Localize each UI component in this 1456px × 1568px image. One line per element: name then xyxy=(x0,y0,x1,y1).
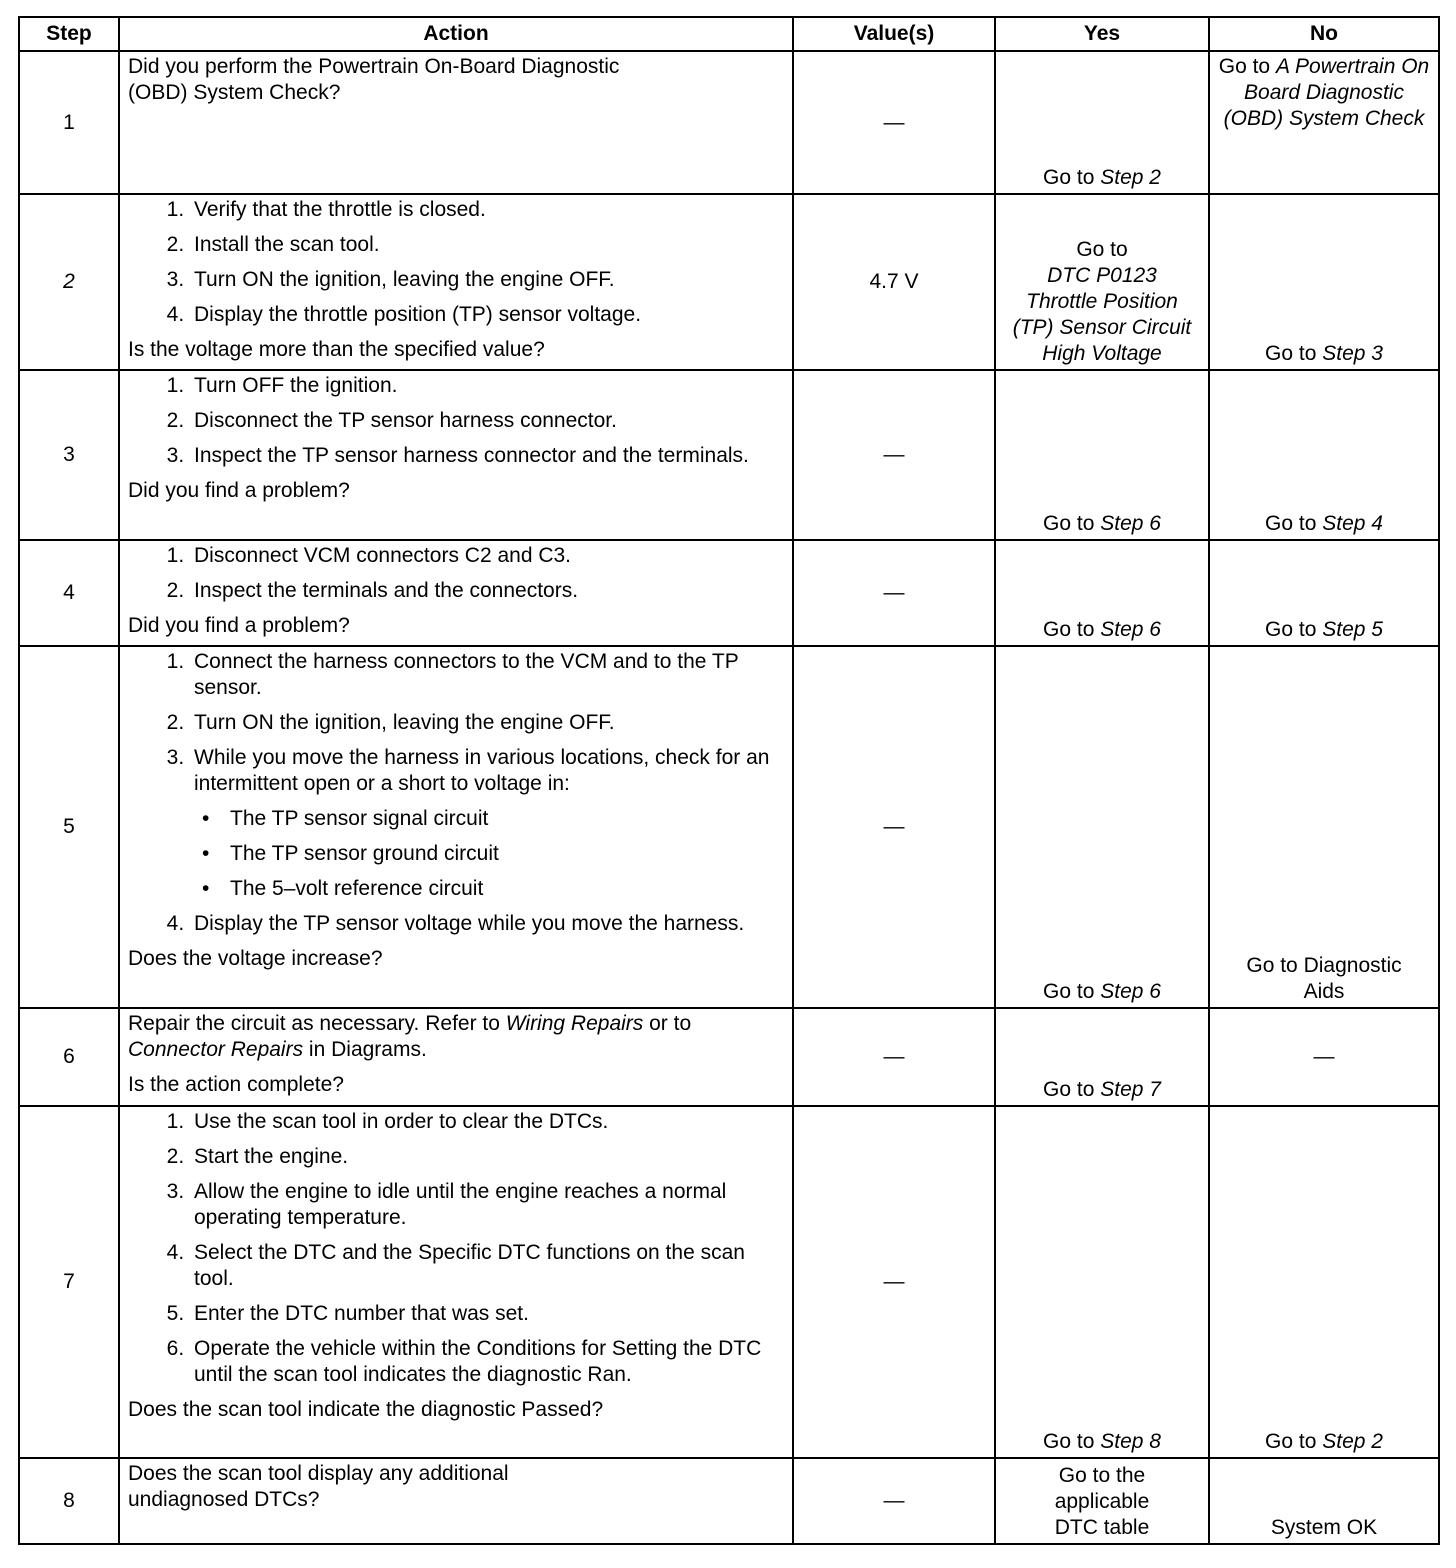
header-values: Value(s) xyxy=(793,17,995,51)
repair-text: Repair the circuit as necessary. Refer to xyxy=(128,1012,506,1035)
action-step: 4. Display the TP sensor voltage while you move the harness. xyxy=(190,911,784,937)
table-row-step-7 xyxy=(19,1106,1439,1458)
action-step: 2. Install the scan tool. xyxy=(190,232,784,258)
action-step: 1. Verify that the throttle is closed. xyxy=(190,197,784,223)
action-step: 1. Connect the harness connectors to the VCM and to the TP sensor. xyxy=(190,649,784,701)
no-cell xyxy=(1209,540,1439,646)
header-no: No xyxy=(1209,17,1439,51)
step-number: 5 xyxy=(19,646,119,1008)
diagnostic-table-container xyxy=(18,16,1438,1545)
diagnostic-table xyxy=(18,16,1440,1545)
no-prefix: Go to xyxy=(1265,342,1323,365)
yes-cell xyxy=(995,1458,1209,1544)
yes-prefix: Go to xyxy=(1043,512,1101,535)
step-number: 2 xyxy=(19,194,119,370)
action-step: 2. Inspect the terminals and the connectors. xyxy=(190,578,784,604)
table-row-step-6 xyxy=(19,1008,1439,1106)
yes-link[interactable]: Step 6 xyxy=(1100,980,1161,1003)
no-link[interactable]: Step 3 xyxy=(1322,342,1383,365)
yes-prefix: Go to xyxy=(1043,980,1101,1003)
action-cell xyxy=(119,1106,793,1458)
wiring-repairs-link[interactable]: Wiring Repairs xyxy=(505,1012,644,1035)
yes-cell xyxy=(995,1106,1209,1458)
action-cell xyxy=(119,1458,793,1544)
action-step: 1. Use the scan tool in order to clear the DTCs. xyxy=(190,1109,784,1135)
action-question: Is the voltage more than the specified value? xyxy=(128,338,545,361)
no-link[interactable]: Step 4 xyxy=(1322,512,1383,535)
circuit-item: • The 5–volt reference circuit xyxy=(226,876,784,902)
step-number: 4 xyxy=(19,540,119,646)
yes-link[interactable]: Step 6 xyxy=(1100,512,1161,535)
yes-prefix: Go to xyxy=(1043,1430,1101,1453)
action-step: 2. Start the engine. xyxy=(190,1144,784,1170)
value-cell: — xyxy=(793,1008,995,1106)
action-question: Did you find a problem? xyxy=(128,479,350,502)
action-steps xyxy=(128,649,784,937)
connector-repairs-link[interactable]: Connector Repairs xyxy=(128,1038,304,1061)
yes-cell xyxy=(995,1008,1209,1106)
action-step xyxy=(190,745,784,902)
no-link[interactable]: Step 5 xyxy=(1322,618,1383,641)
step-number: 1 xyxy=(19,51,119,194)
no-cell xyxy=(1209,646,1439,1008)
table-row-step-1 xyxy=(19,51,1439,194)
yes-text[interactable]: Go to the applicable DTC table xyxy=(1054,1464,1150,1539)
header-step: Step xyxy=(19,17,119,51)
action-question: Did you find a problem? xyxy=(128,614,350,637)
no-prefix: Go to xyxy=(1265,1430,1323,1453)
yes-link[interactable]: DTC P0123 Throttle Position (TP) Sensor Circuit High Voltage xyxy=(1012,264,1192,365)
no-link[interactable]: Step 2 xyxy=(1322,1430,1383,1453)
circuit-list xyxy=(194,806,784,902)
yes-cell xyxy=(995,540,1209,646)
no-cell xyxy=(1209,370,1439,540)
value-cell: — xyxy=(793,1458,995,1544)
action-cell xyxy=(119,51,793,194)
yes-link[interactable]: Step 6 xyxy=(1100,618,1161,641)
no-cell: System OK xyxy=(1209,1458,1439,1544)
no-cell: — xyxy=(1209,1008,1439,1106)
action-step: 2. Disconnect the TP sensor harness connector. xyxy=(190,408,784,434)
value-cell: — xyxy=(793,370,995,540)
repair-text: or to xyxy=(643,1012,692,1035)
no-text[interactable]: Go to Diagnostic Aids xyxy=(1246,954,1402,1003)
yes-cell xyxy=(995,370,1209,540)
action-question: Does the scan tool indicate the diagnostic Passed? xyxy=(128,1398,604,1421)
step-number: 3 xyxy=(19,370,119,540)
value-cell: — xyxy=(793,1106,995,1458)
circuit-item: • The TP sensor ground circuit xyxy=(226,841,784,867)
value-cell: — xyxy=(793,540,995,646)
step-number: 8 xyxy=(19,1458,119,1544)
yes-cell xyxy=(995,646,1209,1008)
action-cell xyxy=(119,646,793,1008)
table-row-step-4 xyxy=(19,540,1439,646)
table-row-step-5 xyxy=(19,646,1439,1008)
action-cell xyxy=(119,194,793,370)
action-question: Does the scan tool display any additional undiagnosed DTCs? xyxy=(128,1462,509,1511)
action-question: Is the action complete? xyxy=(128,1073,344,1096)
yes-prefix: Go to xyxy=(1076,238,1128,261)
header-row xyxy=(19,17,1439,51)
no-link[interactable]: A Powertrain On Board Diagnostic (OBD) System Check xyxy=(1223,55,1430,130)
yes-cell xyxy=(995,51,1209,194)
action-step: 4. Display the throttle position (TP) sensor voltage. xyxy=(190,302,784,328)
no-prefix: Go to xyxy=(1218,55,1276,78)
action-step: 3. Inspect the TP sensor harness connector and the terminals. xyxy=(190,443,784,469)
action-step: 3. Allow the engine to idle until the engine reaches a normal operating temperature. xyxy=(190,1179,784,1231)
action-step-text: While you move the harness in various locations, check for an intermittent open or a short to voltage in: xyxy=(194,746,770,795)
no-cell xyxy=(1209,1106,1439,1458)
action-step: 1. Turn OFF the ignition. xyxy=(190,373,784,399)
yes-link[interactable]: Step 7 xyxy=(1100,1078,1161,1101)
step-number: 6 xyxy=(19,1008,119,1106)
action-cell xyxy=(119,370,793,540)
action-step: 4. Select the DTC and the Specific DTC functions on the scan tool. xyxy=(190,1240,784,1292)
action-cell xyxy=(119,1008,793,1106)
action-step: 5. Enter the DTC number that was set. xyxy=(190,1301,784,1327)
action-step: 1. Disconnect VCM connectors C2 and C3. xyxy=(190,543,784,569)
value-cell: — xyxy=(793,51,995,194)
yes-link[interactable]: Step 8 xyxy=(1100,1430,1161,1453)
yes-prefix: Go to xyxy=(1043,618,1101,641)
action-step: 3. Turn ON the ignition, leaving the engine OFF. xyxy=(190,267,784,293)
table-row-step-3 xyxy=(19,370,1439,540)
repair-instruction xyxy=(128,1011,784,1063)
action-cell xyxy=(119,540,793,646)
value-cell: 4.7 V xyxy=(793,194,995,370)
repair-text: in Diagrams. xyxy=(303,1038,427,1061)
action-steps xyxy=(128,197,784,328)
yes-prefix: Go to xyxy=(1043,1078,1101,1101)
yes-link[interactable]: Step 2 xyxy=(1100,166,1161,189)
step-number: 7 xyxy=(19,1106,119,1458)
table-row-step-2 xyxy=(19,194,1439,370)
action-question: Does the voltage increase? xyxy=(128,947,383,970)
action-step: 6. Operate the vehicle within the Conditions for Setting the DTC until the scan tool indicates the diagnostic Ran. xyxy=(190,1336,784,1388)
action-step: 2. Turn ON the ignition, leaving the engine OFF. xyxy=(190,710,784,736)
header-action: Action xyxy=(119,17,793,51)
table-row-step-8 xyxy=(19,1458,1439,1544)
yes-prefix: Go to xyxy=(1043,166,1101,189)
action-steps xyxy=(128,543,784,604)
circuit-item: • The TP sensor signal circuit xyxy=(226,806,784,832)
no-prefix: Go to xyxy=(1265,618,1323,641)
no-cell xyxy=(1209,194,1439,370)
no-prefix: Go to xyxy=(1265,512,1323,535)
action-steps xyxy=(128,373,784,469)
action-question: Did you perform the Powertrain On-Board Diagnostic (OBD) System Check? xyxy=(128,55,620,104)
yes-cell xyxy=(995,194,1209,370)
no-cell xyxy=(1209,51,1439,194)
action-steps xyxy=(128,1109,784,1388)
header-yes: Yes xyxy=(995,17,1209,51)
value-cell: — xyxy=(793,646,995,1008)
